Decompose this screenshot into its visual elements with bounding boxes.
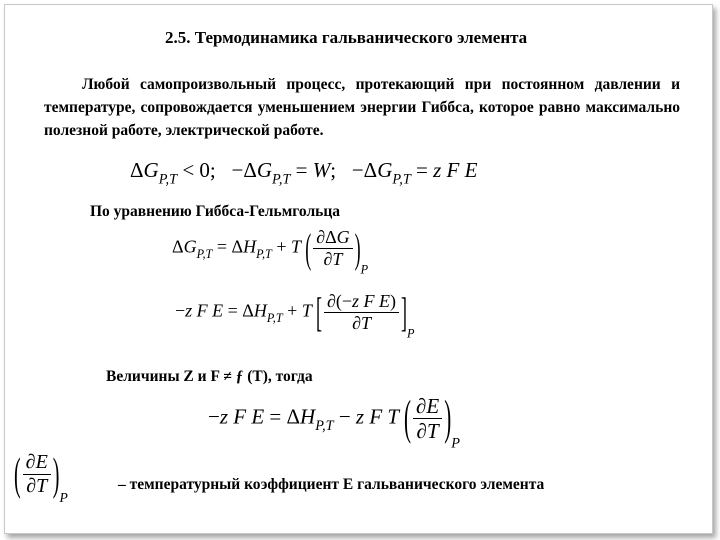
formula-temp-coefficient: ( $\frac{\partial E}{\partial T}$ )$_P$	[14, 449, 68, 506]
formula-substituted: −z F $E = \Delta H_{P,T} + T$ [ $\frac{\text{∂(−z F E)}}{\partial T}$ ]$_P$	[175, 289, 415, 341]
label-gibbs-helmholtz: По уравнению Гиббса-Гельмгольца	[90, 203, 341, 220]
slide-heading: 2.5. Термодинамика гальванического элемента	[165, 28, 528, 47]
formula-conditions: $\Delta G_{P,T} < 0$; $-\Delta G_{P,T} = W$; $-\Delta G_{P,T} = z$ F E	[130, 158, 478, 188]
label-temp-coefficient: – температурный коэффициент Е гальванического элемента	[118, 476, 545, 493]
formula-final: −z F $E = \Delta H_{P,T} - z$ F T ( $\frac{\partial E}{\partial T}$ )$_P$	[208, 389, 460, 452]
label-values: Величины Z и F ≠ ƒ (T), тогда	[106, 368, 313, 385]
intro-paragraph: Любой самопроизвольный процесс, протекающий при постоянном давлении и температуре, сопровождается уменьшением энергии Гиббса, которое равно максимально полезной работе, электрической работе.	[44, 76, 680, 139]
formula-gibbs-helmholtz: $\Delta G_{P,T} = \Delta H_{P,T} + T$ ( $\frac{\partial\Delta G}{\partial T}$ )$_P$	[172, 225, 369, 277]
